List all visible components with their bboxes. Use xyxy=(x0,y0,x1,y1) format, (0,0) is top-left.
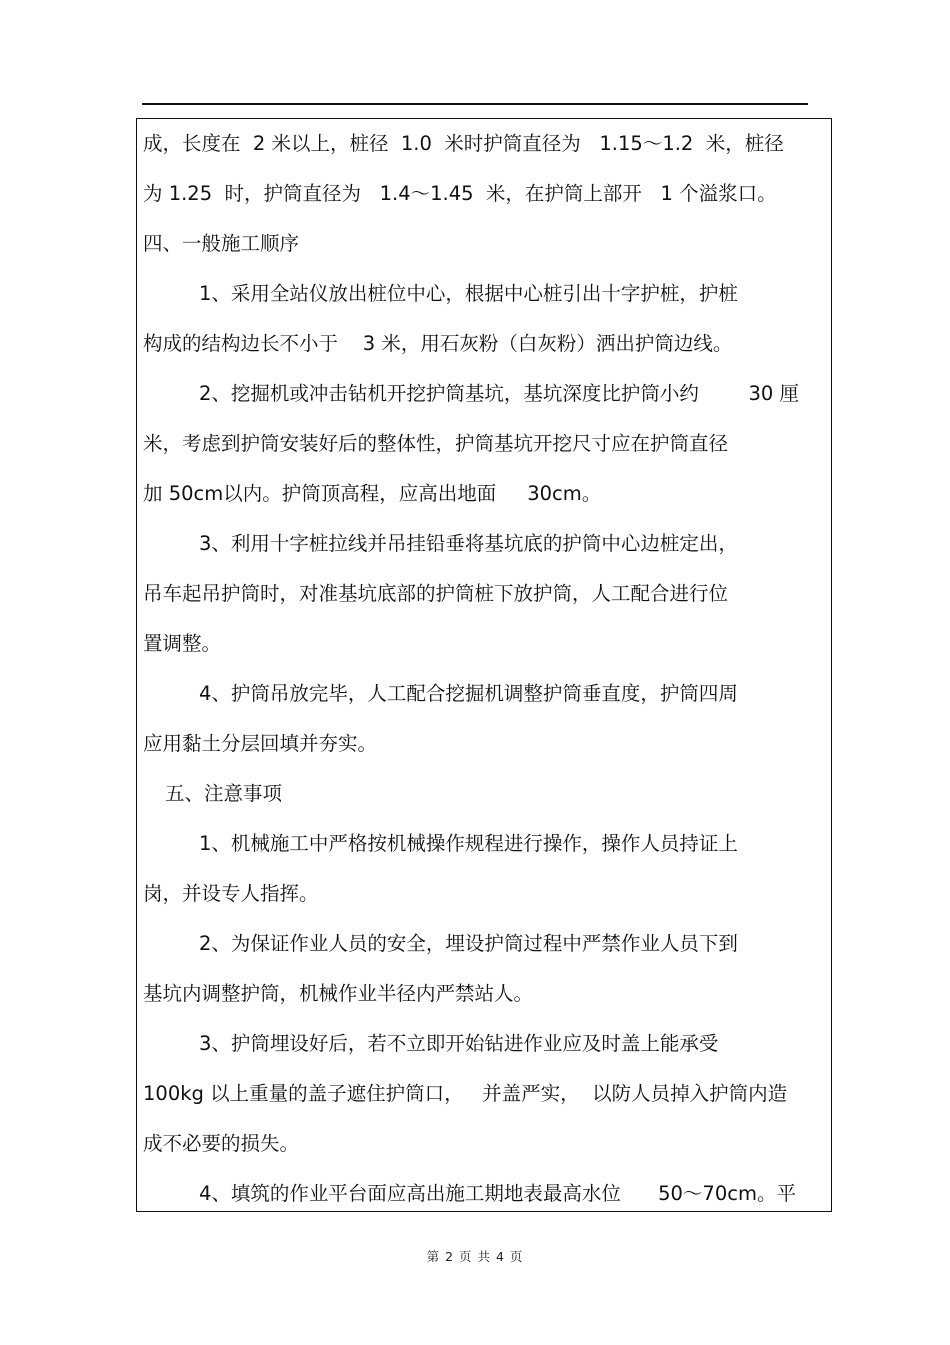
text-line: 成不必要的损失。 xyxy=(143,1132,300,1155)
text-line: 100kg 以上重量的盖子遮住护筒口， 并盖严实， 以防人员掉入护筒内造 xyxy=(143,1082,788,1105)
text-line: 为 1.25 时，护筒直径为 1.4～1.45 米，在护筒上部开 1 个溢浆口。 xyxy=(143,182,777,205)
text-line: 1、采用全站仪放出桩位中心，根据中心桩引出十字护桩，护桩 xyxy=(199,282,738,305)
text-line: 3、护筒埋设好后，若不立即开始钻进作业应及时盖上能承受 xyxy=(199,1032,719,1055)
text-line: 吊车起吊护筒时，对准基坑底部的护筒桩下放护筒，人工配合进行位 xyxy=(143,582,729,605)
text-line: 加 50cm以内。护筒顶高程，应高出地面 30cm。 xyxy=(143,482,602,505)
text-line: 米，考虑到护筒安装好后的整体性，护筒基坑开挖尺寸应在护筒直径 xyxy=(143,432,729,455)
section-heading: 五、注意事项 xyxy=(165,782,283,805)
text-line: 1、机械施工中严格按机械操作规程进行操作，操作人员持证上 xyxy=(199,832,738,855)
text-line: 3、利用十字桩拉线并吊挂铅垂将基坑底的护筒中心边桩定出， xyxy=(199,532,738,555)
page-number: 第 2 页 共 4 页 xyxy=(426,1249,524,1264)
text-line: 4、填筑的作业平台面应高出施工期地表最高水位 50～70cm。平 xyxy=(199,1182,796,1205)
section-heading: 四、一般施工顺序 xyxy=(143,232,300,255)
text-line: 岗，并设专人指挥。 xyxy=(143,882,319,905)
text-line: 构成的结构边长不小于 3 米，用石灰粉（白灰粉）洒出护筒边线。 xyxy=(143,332,733,355)
content-box xyxy=(136,118,832,1212)
text-line: 成，长度在 2 米以上，桩径 1.0 米时护筒直径为 1.15～1.2 米，桩径 xyxy=(143,132,784,155)
header-rule xyxy=(142,103,808,105)
text-line: 2、挖掘机或冲击钻机开挖护筒基坑，基坑深度比护筒小约 30 厘 xyxy=(199,382,800,405)
text-line: 置调整。 xyxy=(143,632,222,655)
text-line: 2、为保证作业人员的安全，埋设护筒过程中严禁作业人员下到 xyxy=(199,932,738,955)
text-line: 4、护筒吊放完毕，人工配合挖掘机调整护筒垂直度，护筒四周 xyxy=(199,682,738,705)
text-line: 基坑内调整护筒，机械作业半径内严禁站人。 xyxy=(143,982,534,1005)
text-line: 应用黏土分层回填并夯实。 xyxy=(143,732,378,755)
